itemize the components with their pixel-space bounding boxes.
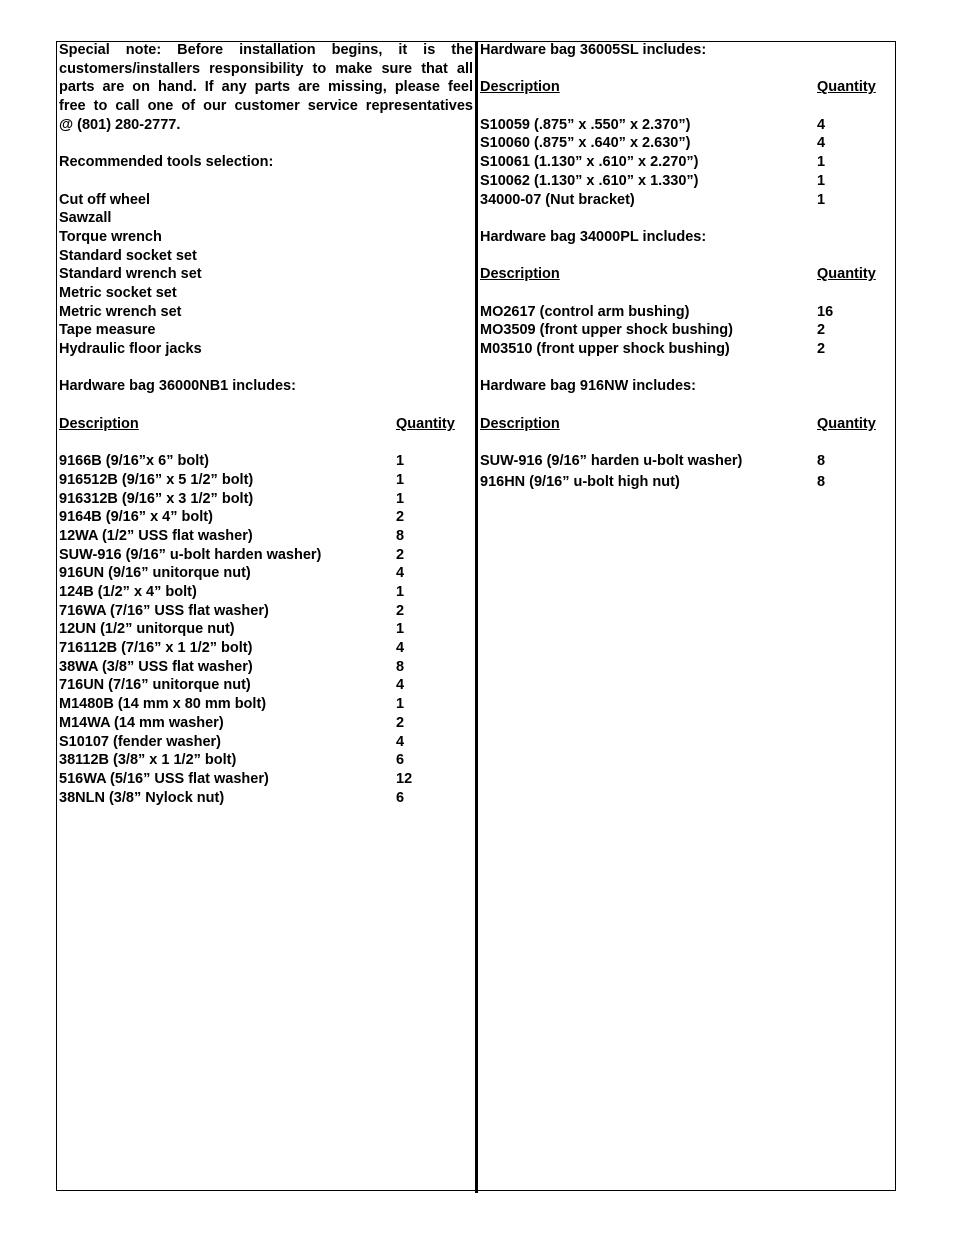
- tool-item: Metric socket set: [59, 285, 177, 302]
- special-note-line: Special note: Before installation begins, it is the: [59, 42, 473, 58]
- tool-item: Sawzall: [59, 210, 112, 227]
- table-row: [480, 116, 890, 135]
- hardware-bag-34000PL: [480, 228, 890, 359]
- table-row: [480, 303, 890, 322]
- item-description: 124B (1/2” x 4” bolt): [59, 584, 197, 601]
- bag-column-headers: [480, 265, 890, 284]
- item-description: M1480B (14 mm x 80 mm bolt): [59, 696, 267, 713]
- description-column-header: Description: [480, 415, 560, 432]
- quantity-column-header: Quantity: [817, 415, 876, 432]
- item-description: S10059 (.875” x .550” x 2.370”): [480, 116, 691, 133]
- item-description: S10061 (1.130” x .610” x 2.270”): [480, 154, 699, 171]
- item-description: 916312B (9/16” x 3 1/2” bolt): [59, 490, 254, 507]
- table-row: [59, 602, 473, 621]
- item-quantity: 8: [817, 453, 826, 470]
- item-description: 916UN (9/16” unitorque nut): [59, 565, 251, 582]
- table-row: [59, 639, 473, 658]
- table-row: [480, 452, 890, 471]
- item-quantity: 6: [396, 789, 405, 806]
- tool-item: Torque wrench: [59, 228, 162, 245]
- item-quantity: 2: [817, 322, 826, 339]
- item-quantity: 1: [396, 471, 405, 488]
- item-quantity: 1: [396, 490, 405, 507]
- description-column-header: Description: [480, 266, 560, 283]
- item-quantity: 4: [396, 640, 405, 657]
- table-row: [59, 620, 473, 639]
- tool-item: Tape measure: [59, 322, 156, 339]
- tool-item: Hydraulic floor jacks: [59, 341, 202, 358]
- table-row: [480, 340, 890, 359]
- quantity-column-header: Quantity: [817, 266, 876, 283]
- item-quantity: 1: [396, 696, 405, 713]
- tools-heading: Recommended tools selection:: [59, 154, 274, 171]
- table-row: [59, 546, 473, 565]
- item-quantity: 2: [396, 602, 405, 619]
- special-note-line: free to call one of our customer service representatives: [59, 98, 473, 115]
- item-description: 716UN (7/16” unitorque nut): [59, 677, 251, 694]
- tool-item: Standard socket set: [59, 247, 197, 264]
- bag-heading: Hardware bag 36005SL includes:: [480, 42, 707, 58]
- table-row: [59, 770, 473, 789]
- item-quantity: 8: [817, 473, 826, 490]
- description-column-header: Description: [59, 415, 139, 432]
- item-quantity: 4: [396, 733, 405, 750]
- table-row: [59, 527, 473, 546]
- table-row: [59, 490, 473, 509]
- table-row: [59, 751, 473, 770]
- hardware-bag-916NW: [480, 377, 890, 491]
- hardware-bag-36005SL: [480, 41, 890, 209]
- table-row: [59, 714, 473, 733]
- item-description: SUW-916 (9/16” u-bolt harden washer): [59, 546, 322, 563]
- item-quantity: 1: [396, 453, 405, 470]
- item-description: MO3509 (front upper shock bushing): [480, 322, 733, 339]
- table-row: [59, 452, 473, 471]
- item-quantity: 4: [817, 135, 826, 152]
- table-row: [480, 191, 890, 210]
- item-description: 516WA (5/16” USS flat washer): [59, 770, 269, 787]
- item-description: 716112B (7/16” x 1 1/2” bolt): [59, 640, 253, 657]
- item-description: 34000-07 (Nut bracket): [480, 191, 635, 208]
- table-row: [59, 695, 473, 714]
- right-column: [480, 41, 890, 492]
- tool-item: Standard wrench set: [59, 266, 202, 283]
- item-quantity: 1: [396, 621, 405, 638]
- table-row: [59, 508, 473, 527]
- item-description: 916HN (9/16” u-bolt high nut): [480, 473, 680, 490]
- table-row: [59, 676, 473, 695]
- item-description: 716WA (7/16” USS flat washer): [59, 602, 269, 619]
- bag-heading: Hardware bag 34000PL includes:: [480, 228, 707, 245]
- item-description: 12UN (1/2” unitorque nut): [59, 621, 235, 638]
- item-description: S10107 (fender washer): [59, 733, 221, 750]
- item-quantity: 2: [396, 714, 405, 731]
- bag-column-headers: [59, 415, 473, 434]
- table-row: [480, 153, 890, 172]
- item-quantity: 16: [817, 303, 834, 320]
- item-description: 38112B (3/8” x 1 1/2” bolt): [59, 752, 237, 769]
- item-quantity: 8: [396, 527, 405, 544]
- item-quantity: 2: [817, 341, 826, 357]
- item-description: SUW-916 (9/16” harden u-bolt washer): [480, 453, 743, 470]
- item-quantity: 1: [396, 584, 405, 601]
- item-description: MO2617 (control arm bushing): [480, 303, 690, 320]
- left-column: [59, 41, 473, 807]
- column-divider: [475, 41, 478, 1193]
- item-quantity: 1: [817, 191, 826, 208]
- bag-column-headers: [480, 78, 890, 97]
- hardware-bag-36000NB1: [59, 377, 473, 807]
- special-note-line: @ (801) 280-2777.: [59, 116, 181, 133]
- table-row: [59, 583, 473, 602]
- item-description: 38NLN (3/8” Nylock nut): [59, 789, 225, 806]
- table-row: [59, 733, 473, 752]
- table-row: [59, 789, 473, 808]
- special-note-line: parts are on hand. If any parts are missing, please feel: [59, 79, 473, 96]
- item-quantity: 4: [817, 116, 826, 133]
- item-description: M03510 (front upper shock bushing): [480, 341, 730, 357]
- item-quantity: 1: [817, 154, 826, 171]
- tool-item: Cut off wheel: [59, 191, 151, 208]
- item-quantity: 4: [396, 565, 405, 582]
- item-description: 9164B (9/16” x 4” bolt): [59, 509, 213, 526]
- table-row: [480, 321, 890, 340]
- item-quantity: 2: [396, 509, 405, 526]
- item-description: S10060 (.875” x .640” x 2.630”): [480, 135, 691, 152]
- quantity-column-header: Quantity: [396, 415, 455, 432]
- table-row: [59, 564, 473, 583]
- tool-item: Metric wrench set: [59, 303, 182, 320]
- table-row: [480, 134, 890, 153]
- item-quantity: 2: [396, 546, 405, 563]
- item-description: 916512B (9/16” x 5 1/2” bolt): [59, 471, 254, 488]
- item-description: 38WA (3/8” USS flat washer): [59, 658, 253, 675]
- bag-heading: Hardware bag 916NW includes:: [480, 378, 696, 395]
- bag-column-headers: [480, 415, 890, 434]
- table-row: [480, 473, 890, 492]
- bag-heading: Hardware bag 36000NB1 includes:: [59, 378, 296, 395]
- item-quantity: 4: [396, 677, 405, 694]
- item-quantity: 12: [396, 770, 413, 787]
- item-description: 9166B (9/16”x 6” bolt): [59, 453, 209, 470]
- table-row: [59, 658, 473, 677]
- table-row: [59, 471, 473, 490]
- item-quantity: 8: [396, 658, 405, 675]
- item-quantity: 1: [817, 172, 826, 189]
- description-column-header: Description: [480, 79, 560, 96]
- item-description: M14WA (14 mm washer): [59, 714, 224, 731]
- special-note-line: customers/installers responsibility to make sure that all: [59, 60, 473, 77]
- table-row: [480, 172, 890, 191]
- item-description: S10062 (1.130” x .610” x 1.330”): [480, 172, 699, 189]
- item-quantity: 6: [396, 752, 405, 769]
- quantity-column-header: Quantity: [817, 79, 876, 96]
- item-description: 12WA (1/2” USS flat washer): [59, 527, 253, 544]
